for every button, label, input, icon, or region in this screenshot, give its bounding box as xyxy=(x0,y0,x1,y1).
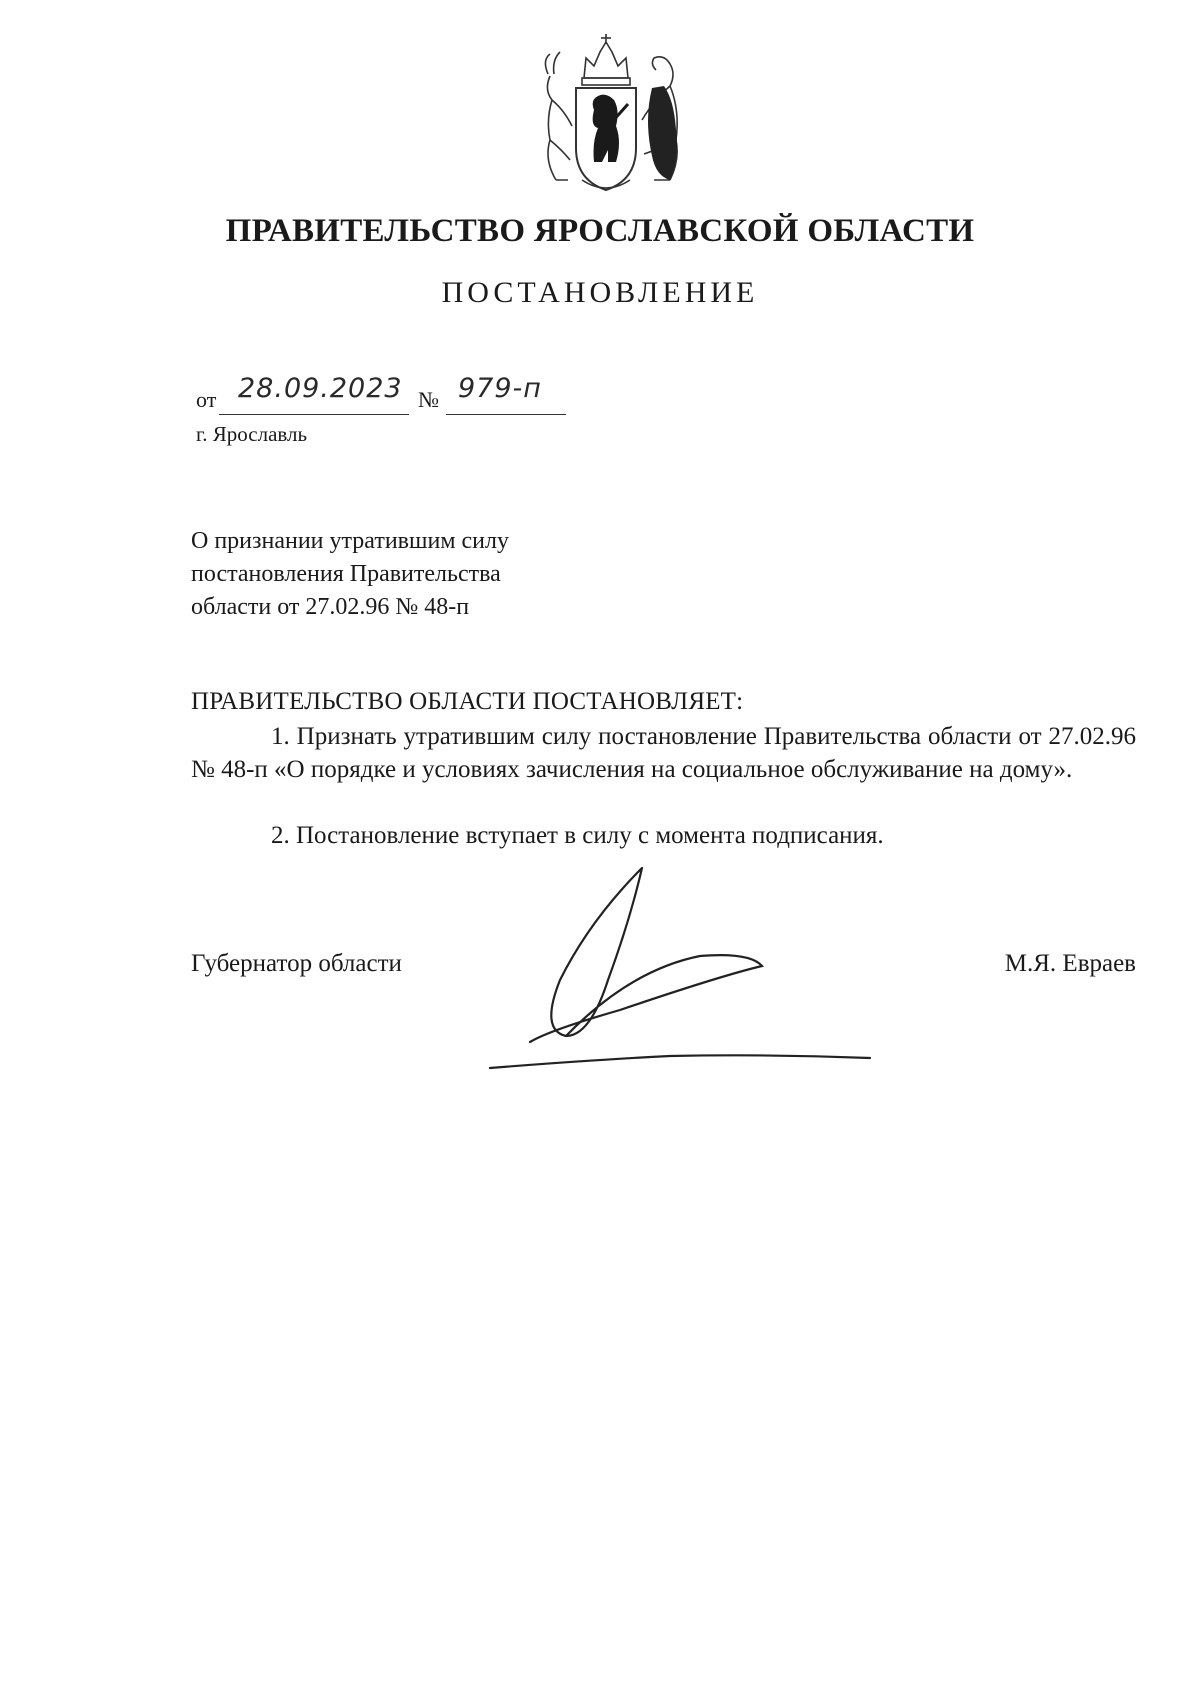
decree-heading: ПРАВИТЕЛЬСТВО ОБЛАСТИ ПОСТАНОВЛЯЕТ: xyxy=(191,688,744,715)
decree-item: 2. Постановление вступает в силу с момента подписания. xyxy=(271,822,884,849)
decree-item: 1. Признать утратившим силу постановление Правительства области от 27.02.96 № 48-п «О порядке и условиях зачисления на социальное обслуживание на дому». xyxy=(191,723,1136,783)
signature-icon xyxy=(470,860,900,1090)
number-underline xyxy=(446,414,566,415)
subject-line: постановления Правительства xyxy=(191,561,501,587)
handwritten-date: 28.09.2023 xyxy=(238,373,403,404)
document-date-number xyxy=(196,373,596,415)
date-prefix: от xyxy=(196,387,217,412)
number-prefix: № xyxy=(418,387,439,412)
coat-of-arms-icon xyxy=(524,30,688,202)
date-underline xyxy=(219,414,409,415)
signer-title: Губернатор области xyxy=(191,950,402,977)
document-subject xyxy=(191,525,611,624)
signer-name: М.Я. Евраев xyxy=(1004,950,1136,977)
handwritten-number: 979-п xyxy=(458,373,542,404)
organization-title: ПРАВИТЕЛЬСТВО ЯРОСЛАВСКОЙ ОБЛАСТИ xyxy=(225,213,975,249)
subject-line: области от 27.02.96 № 48-п xyxy=(191,594,470,620)
document-city: г. Ярославль xyxy=(196,422,308,446)
document-type: ПОСТАНОВЛЕНИЕ xyxy=(441,276,759,309)
subject-line: О признании утратившим силу xyxy=(191,528,509,554)
